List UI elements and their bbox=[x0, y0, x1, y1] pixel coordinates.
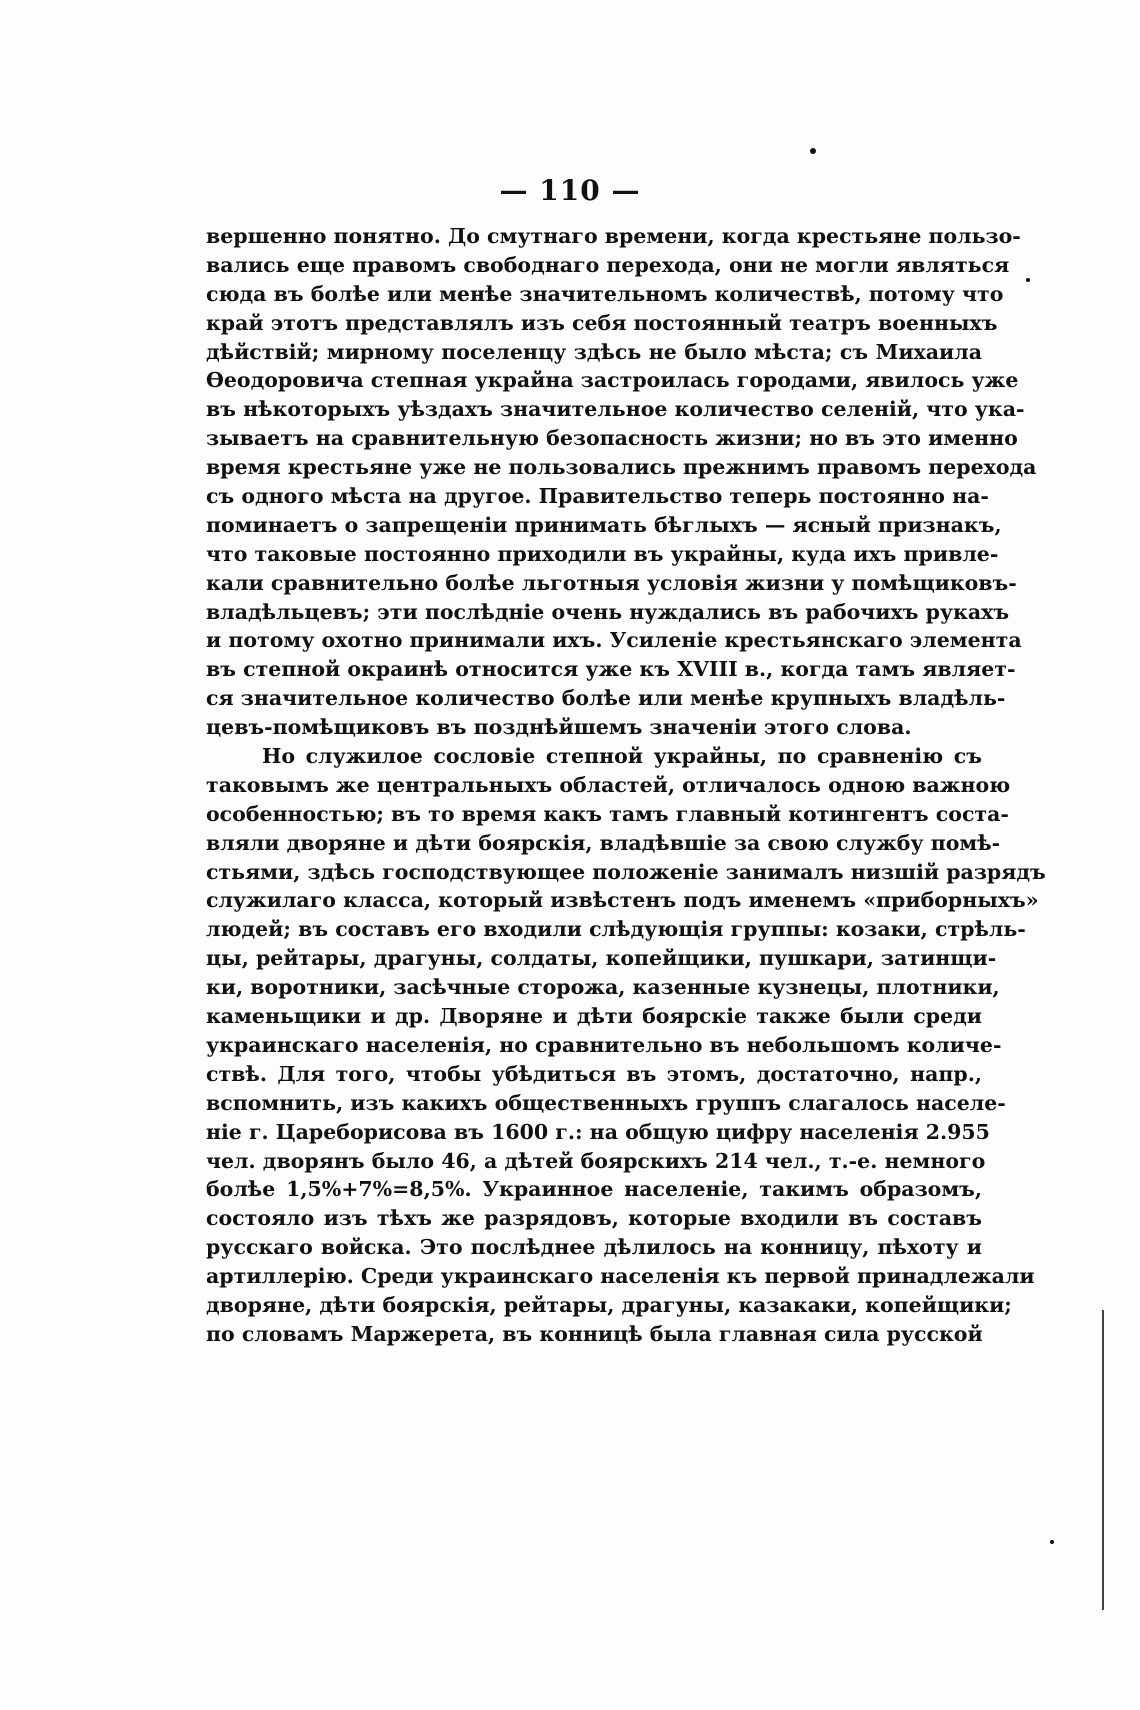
text-line: дѣйствій; мирному поселенцу здѣсь не было мѣста; съ Михаила bbox=[206, 339, 982, 364]
text-line: Ѳеодоровича степная украйна застроилась городами, явилось уже bbox=[206, 368, 1019, 393]
text-line: сюда въ болѣе или менѣе значительномъ количествѣ, потому что bbox=[206, 281, 1004, 306]
text-line: таковымъ же центральныхъ областей, отличалось одною важною bbox=[206, 772, 1011, 797]
ink-speck bbox=[810, 148, 816, 154]
scan-margin-line bbox=[1102, 1310, 1104, 1610]
text-line: съ одного мѣста на другое. Правительство теперь постоянно на- bbox=[206, 484, 989, 509]
text-line: кали сравнительно болѣе льготныя условія жизни у помѣщиковъ- bbox=[206, 570, 1017, 595]
text-line: вспомнить, изъ какихъ общественныхъ группъ слагалось населе- bbox=[206, 1090, 1006, 1115]
text-line: служилаго класса, который извѣстенъ подъ именемъ «приборныхъ» bbox=[206, 888, 1039, 913]
text-line: время крестьяне уже не пользовались прежнимъ правомъ перехода bbox=[206, 455, 1037, 480]
text-line: артиллерію. Среди украинскаго населенія къ первой принадлежали bbox=[206, 1264, 1035, 1289]
text-line: ніе г. Цареборисова въ 1600 г.: на общую цифру населенія 2.955 bbox=[206, 1119, 990, 1144]
text-line: край этотъ представлялъ изъ себя постоянный театръ военныхъ bbox=[206, 310, 998, 335]
text-line: особенностью; въ то время какъ тамъ главный котингентъ соста- bbox=[206, 801, 1009, 826]
text-line: вались еще правомъ свободнаго перехода, они не могли являться bbox=[206, 252, 1010, 277]
paragraph-start-line: Но служилое сословіе степной украйны, по сравненію съ bbox=[262, 744, 982, 769]
ink-speck bbox=[1026, 278, 1030, 282]
text-line: ся значительное количество болѣе или менѣе крупныхъ владѣль- bbox=[206, 686, 1006, 711]
text-line: дворяне, дѣти боярскія, рейтары, драгуны, казакаки, копейщики; bbox=[206, 1292, 1012, 1317]
text-line: украинскаго населенія, но сравнительно въ небольшомъ количе- bbox=[206, 1032, 1002, 1057]
text-line: русскаго войска. Это послѣднее дѣлилось на конницу, пѣхоту и bbox=[206, 1235, 982, 1260]
text-line: болѣе 1,5%+7%=8,5%. Украинное населеніе, такимъ образомъ, bbox=[206, 1177, 982, 1202]
text-line: цы, рейтары, драгуны, солдаты, копейщики, пушкари, затинщи- bbox=[206, 946, 997, 971]
text-line: въ степной окраинѣ относится уже къ XVIII в., когда тамъ являет- bbox=[206, 657, 1016, 682]
text-line: вляли дворяне и дѣти боярскія, владѣвшіе за свою службу помѣ- bbox=[206, 830, 1001, 855]
text-line: вершенно понятно. До смутнаго времени, когда крестьяне пользо- bbox=[206, 224, 1021, 248]
text-line: по словамъ Маржерета, въ конницѣ была главная сила русской bbox=[206, 1321, 983, 1346]
ink-speck bbox=[1050, 1540, 1054, 1544]
text-line: цевъ-помѣщиковъ въ позднѣйшемъ значеніи этого слова. bbox=[206, 715, 912, 740]
text-line: ствѣ. Для того, чтобы убѣдиться въ этомъ, достаточно, напр., bbox=[206, 1061, 982, 1086]
text-line: что таковые постоянно приходили въ украйны, куда ихъ привле- bbox=[206, 541, 999, 566]
text-line: и потому охотно принимали ихъ. Усиленіе крестьянскаго элемента bbox=[206, 628, 1022, 653]
text-line: въ нѣкоторыхъ уѣздахъ значительное количество селеній, что ука- bbox=[206, 397, 1025, 422]
page-number: — 110 — bbox=[499, 174, 641, 207]
text-line: ки, воротники, засѣчные сторожа, казенные кузнецы, плотники, bbox=[206, 975, 1000, 1000]
text-line: владѣльцевъ; эти послѣдніе очень нуждались въ рабочихъ рукахъ bbox=[206, 599, 1010, 624]
text-line: поминаетъ о запрещеніи принимать бѣглыхъ — ясный признакъ, bbox=[206, 512, 1002, 537]
text-line: людей; въ составъ его входили слѣдующія группы: козаки, стрѣль- bbox=[206, 917, 1026, 942]
text-line: каменьщики и др. Дворяне и дѣти боярскіе также были среди bbox=[206, 1004, 982, 1029]
text-line: зываетъ на сравнительную безопасность жизни; но въ это именно bbox=[206, 426, 1018, 451]
text-line: чел. дворянъ было 46, а дѣтей боярскихъ 214 чел., т.-е. немного bbox=[206, 1148, 986, 1173]
body-text bbox=[206, 222, 1046, 1349]
text-line: состояло изъ тѣхъ же разрядовъ, которые входили въ составъ bbox=[206, 1206, 982, 1231]
text-line: стьями, здѣсь господствующее положеніе занималъ низшій разрядъ bbox=[206, 859, 1046, 884]
